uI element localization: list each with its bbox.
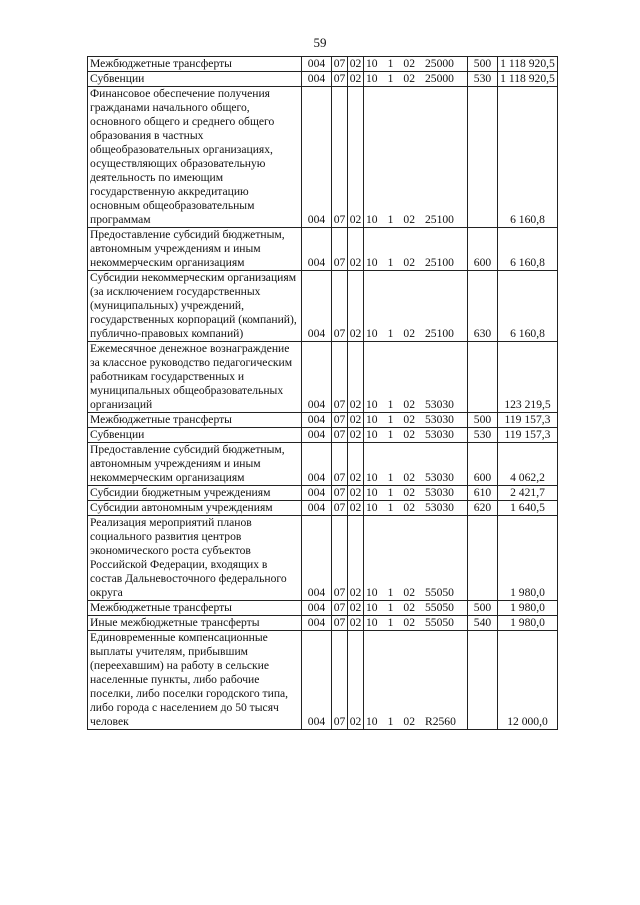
target-article-part: 02 [403,486,415,499]
target-article-part: 1 [387,428,394,441]
row-name: Межбюджетные трансферты [88,57,302,72]
target-article-part: 53030 [424,413,454,426]
target-article-part: 10 [366,715,378,728]
row-amount: 4 062,2 [498,443,558,486]
row-name: Межбюджетные трансферты [88,413,302,428]
row-target-article [364,516,468,601]
target-article-part: 02 [403,616,415,629]
row-amount: 1 118 920,5 [498,72,558,87]
row-target-article [364,413,468,428]
row-grbs-code: 004 [302,87,332,228]
row-name: Субсидии некоммерческим организациям (за исключением государственных (муниципальных) учреждений, государственных корпораций (компаний), публично-правовых компаний) [88,271,302,342]
target-article-part: 02 [403,471,415,484]
table-row [88,87,558,228]
target-article-part: 53030 [424,398,454,411]
row-amount: 6 160,8 [498,271,558,342]
row-name: Реализация мероприятий планов социального развития центров экономического роста субъектов Российской Федерации, входящих в состав Дальневосточного федерального округа [88,516,302,601]
target-article-part: 02 [403,601,415,614]
row-expense-type: 500 [468,413,498,428]
row-grbs-code: 004 [302,342,332,413]
row-section-code: 07 [332,57,348,72]
target-article-part: 10 [366,327,378,340]
target-article-part: 1 [387,413,394,426]
row-section-code: 07 [332,516,348,601]
row-expense-type [468,631,498,730]
table-row [88,72,558,87]
row-expense-type: 530 [468,428,498,443]
row-subsection-code: 02 [348,616,364,631]
target-article-part: 1 [387,327,394,340]
target-article-part: 10 [366,413,378,426]
row-amount: 2 421,7 [498,486,558,501]
row-expense-type: 500 [468,601,498,616]
row-section-code: 07 [332,501,348,516]
page-number: 59 [313,35,327,50]
row-expense-type [468,342,498,413]
row-expense-type [468,516,498,601]
row-target-article [364,57,468,72]
row-subsection-code: 02 [348,57,364,72]
target-article-part: 55050 [424,601,454,614]
target-article-part: 02 [403,428,415,441]
budget-table [87,56,558,730]
table-row [88,443,558,486]
row-amount: 119 157,3 [498,413,558,428]
table-row [88,486,558,501]
row-subsection-code: 02 [348,342,364,413]
row-grbs-code: 004 [302,616,332,631]
target-article-part: 1 [387,398,394,411]
target-article-part: 1 [387,486,394,499]
target-article-part: 10 [366,616,378,629]
row-name: Иные межбюджетные трансферты [88,616,302,631]
row-grbs-code: 004 [302,413,332,428]
target-article-part: 02 [403,256,415,269]
row-subsection-code: 02 [348,516,364,601]
row-name: Субвенции [88,428,302,443]
row-subsection-code: 02 [348,443,364,486]
row-grbs-code: 004 [302,57,332,72]
target-article-part: 10 [366,57,378,70]
target-article-part: 25000 [424,57,454,70]
row-target-article [364,486,468,501]
target-article-part: 02 [403,413,415,426]
row-section-code: 07 [332,616,348,631]
target-article-part: 10 [366,213,378,226]
row-name: Предоставление субсидий бюджетным, автономным учреждениям и иным некоммерческим организациям [88,443,302,486]
row-section-code: 07 [332,87,348,228]
row-section-code: 07 [332,428,348,443]
target-article-part: 1 [387,471,394,484]
row-amount: 1 640,5 [498,501,558,516]
row-target-article [364,631,468,730]
target-article-part: 1 [387,586,394,599]
row-name: Субсидии автономным учреждениям [88,501,302,516]
row-target-article [364,72,468,87]
row-expense-type: 600 [468,228,498,271]
row-section-code: 07 [332,601,348,616]
table-row [88,631,558,730]
row-subsection-code: 02 [348,631,364,730]
row-expense-type: 500 [468,57,498,72]
row-grbs-code: 004 [302,271,332,342]
row-expense-type: 540 [468,616,498,631]
row-expense-type: 630 [468,271,498,342]
row-grbs-code: 004 [302,601,332,616]
target-article-part: 53030 [424,486,454,499]
target-article-part: 10 [366,586,378,599]
target-article-part: 1 [387,256,394,269]
row-target-article [364,428,468,443]
target-article-part: 10 [366,428,378,441]
row-subsection-code: 02 [348,72,364,87]
row-target-article [364,443,468,486]
table-row [88,271,558,342]
row-section-code: 07 [332,342,348,413]
target-article-part: 55050 [424,616,454,629]
row-name: Субвенции [88,72,302,87]
row-target-article [364,501,468,516]
target-article-part: 10 [366,486,378,499]
target-article-part: 10 [366,601,378,614]
target-article-part: 02 [403,327,415,340]
target-article-part: 1 [387,57,394,70]
row-subsection-code: 02 [348,501,364,516]
target-article-part: 02 [403,715,415,728]
table-row [88,228,558,271]
row-amount: 1 980,0 [498,516,558,601]
target-article-part: 02 [403,586,415,599]
row-section-code: 07 [332,486,348,501]
row-expense-type: 610 [468,486,498,501]
row-section-code: 07 [332,228,348,271]
row-name: Единовременные компенсационные выплаты учителям, прибывшим (переехавшим) на работу в сельские населенные пункты, либо рабочие поселки, либо поселки городского типа, либо города с населением до 50 тысяч человек [88,631,302,730]
target-article-part: 10 [366,256,378,269]
table-row [88,501,558,516]
target-article-part: 02 [403,501,415,514]
target-article-part: 1 [387,601,394,614]
target-article-part: 1 [387,715,394,728]
table-row [88,413,558,428]
target-article-part: 10 [366,72,378,85]
row-subsection-code: 02 [348,428,364,443]
row-amount: 123 219,5 [498,342,558,413]
target-article-part: 25100 [424,327,454,340]
row-target-article [364,616,468,631]
target-article-part: R2560 [424,715,456,728]
row-section-code: 07 [332,271,348,342]
row-expense-type [468,87,498,228]
row-name: Субсидии бюджетным учреждениям [88,486,302,501]
row-amount: 1 980,0 [498,601,558,616]
row-name: Межбюджетные трансферты [88,601,302,616]
target-article-part: 1 [387,616,394,629]
target-article-part: 10 [366,398,378,411]
target-article-part: 25000 [424,72,454,85]
row-amount: 12 000,0 [498,631,558,730]
row-section-code: 07 [332,443,348,486]
row-amount: 1 118 920,5 [498,57,558,72]
row-target-article [364,342,468,413]
row-subsection-code: 02 [348,486,364,501]
table-row [88,516,558,601]
target-article-part: 02 [403,72,415,85]
target-article-part: 25100 [424,213,454,226]
budget-table-body [88,57,558,730]
row-amount: 119 157,3 [498,428,558,443]
row-expense-type: 620 [468,501,498,516]
row-grbs-code: 004 [302,501,332,516]
row-name: Ежемесячное денежное вознаграждение за классное руководство педагогическим работникам государственных и муниципальных общеобразовательных организаций [88,342,302,413]
row-expense-type: 530 [468,72,498,87]
target-article-part: 1 [387,213,394,226]
row-subsection-code: 02 [348,413,364,428]
row-target-article [364,87,468,228]
row-subsection-code: 02 [348,271,364,342]
row-target-article [364,601,468,616]
row-grbs-code: 004 [302,428,332,443]
row-section-code: 07 [332,72,348,87]
row-grbs-code: 004 [302,631,332,730]
target-article-part: 02 [403,213,415,226]
row-amount: 6 160,8 [498,228,558,271]
row-subsection-code: 02 [348,87,364,228]
target-article-part: 02 [403,398,415,411]
row-grbs-code: 004 [302,72,332,87]
table-row [88,342,558,413]
row-section-code: 07 [332,631,348,730]
row-expense-type: 600 [468,443,498,486]
table-row [88,616,558,631]
row-grbs-code: 004 [302,443,332,486]
target-article-part: 55050 [424,586,454,599]
target-article-part: 53030 [424,428,454,441]
table-row [88,601,558,616]
target-article-part: 10 [366,471,378,484]
row-name: Финансовое обеспечение получения гражданами начального общего, основного общего и среднего общего образования в частных общеобразовательных организациях, осуществляющих образовательную деятельность по имеющим государственную аккредитацию основным общеобразовательным программам [88,87,302,228]
target-article-part: 1 [387,501,394,514]
target-article-part: 02 [403,57,415,70]
target-article-part: 1 [387,72,394,85]
row-grbs-code: 004 [302,516,332,601]
row-target-article [364,228,468,271]
target-article-part: 10 [366,501,378,514]
target-article-part: 25100 [424,256,454,269]
row-amount: 1 980,0 [498,616,558,631]
target-article-part: 53030 [424,501,454,514]
row-amount: 6 160,8 [498,87,558,228]
row-subsection-code: 02 [348,228,364,271]
row-subsection-code: 02 [348,601,364,616]
row-target-article [364,271,468,342]
target-article-part: 53030 [424,471,454,484]
row-section-code: 07 [332,413,348,428]
table-row [88,57,558,72]
row-grbs-code: 004 [302,486,332,501]
table-row [88,428,558,443]
row-grbs-code: 004 [302,228,332,271]
row-name: Предоставление субсидий бюджетным, автономным учреждениям и иным некоммерческим организациям [88,228,302,271]
